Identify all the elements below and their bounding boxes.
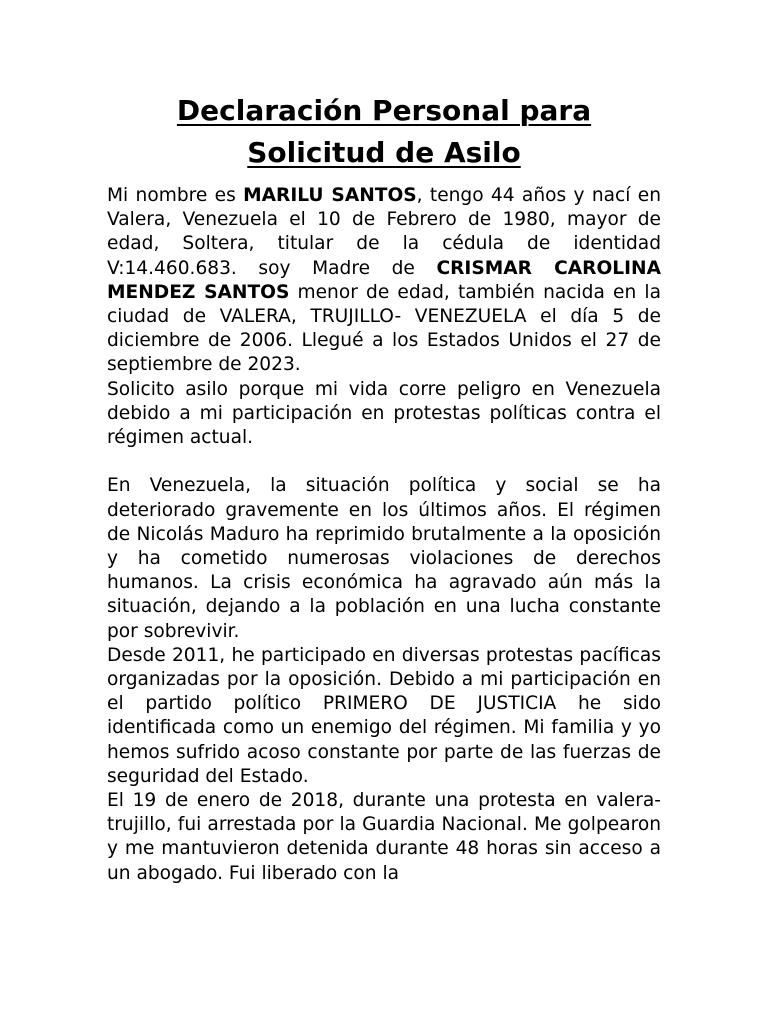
paragraph-participation: Desde 2011, he participado en diversas protestas pacíficas organizadas por la oposición. Debido a mi participación en el partido político PRIMERO DE JUSTICIA he sido identificada como un enemigo del régimen. Mi familia y yo hemos sufrido acoso constante por parte de las fuerzas de seguridad del Estado.: [107, 644, 661, 787]
document-body: [107, 184, 661, 886]
paragraph-identity-text-3: menor de edad, también nacida en la ciudad de VALERA, TRUJILLO- VENEZUELA el día 5 de diciembre de 2006. Llegué a los Estados Unidos el 27 de septiembre de 2023.: [107, 281, 661, 376]
paragraph-identity-text-1: Mi nombre es: [107, 185, 244, 206]
paragraph-context: En Venezuela, la situación política y social se ha deteriorado gravemente en los últimos años. El régimen de Nicolás Maduro ha reprimido brutalmente a la oposición y ha cometido numerosas violaciones de derechos humanos. La crisis económica ha agravado aún más la situación, dejando a la población en una lucha constante por sobrevivir.: [107, 475, 661, 642]
paragraph-identity-text-2: , tengo 44 años y nací en Valera, Venezuela el 10 de Febrero de 1980, mayor de edad, Soltera, titular de la cédula de identidad V:14.460.683. soy Madre de: [107, 185, 661, 279]
applicant-name: MARILU SANTOS: [243, 185, 417, 206]
paragraph-identity: [107, 184, 661, 378]
title-line-2: Solicitud de Asilo: [247, 136, 521, 169]
paragraph-arrest: El 19 de enero de 2018, durante una protesta en valera-trujillo, fui arrestada por la Guardia Nacional. Me golpearon y me mantuvieron detenida durante 48 horas sin acceso a un abogado. Fui liberado con la: [107, 790, 661, 884]
paragraph-spacer: [107, 450, 661, 474]
document-title: [107, 90, 661, 174]
title-line-1: Declaración Personal para: [176, 94, 592, 127]
child-name: CRISMAR CAROLINA MENDEZ SANTOS: [107, 257, 661, 303]
paragraph-reason: Solicito asilo porque mi vida corre peligro en Venezuela debido a mi participación en protestas políticas contra el régimen actual.: [107, 378, 661, 449]
